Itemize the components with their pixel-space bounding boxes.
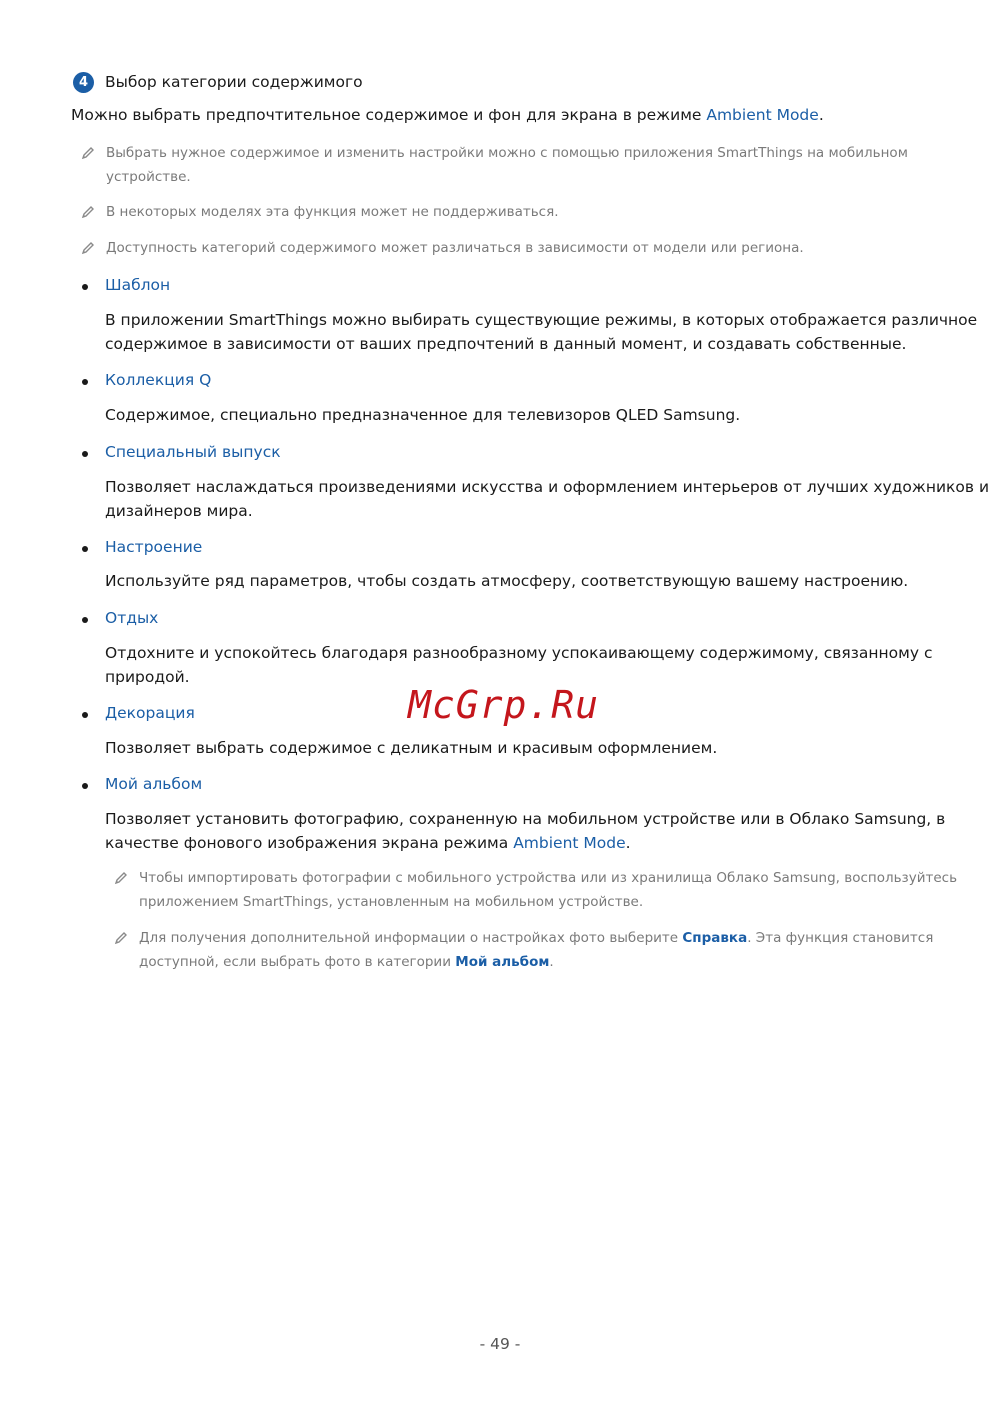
- intro-paragraph: [71, 106, 824, 124]
- desc-line: содержимое в зависимости от ваших предпочтений в данный момент, и создавать собственные.: [105, 334, 907, 353]
- note-1-line2: устройстве.: [106, 168, 191, 185]
- desc-line: Позволяет установить фотографию, сохраненную на мобильном устройстве или в Облако Samsung, в: [105, 810, 946, 828]
- bullet-dot: [82, 783, 88, 789]
- desc-line: Отдохните и успокойтесь благодаря разнообразному успокаивающему содержимому, связанному с: [105, 644, 933, 662]
- item-title-special: Специальный выпуск: [105, 443, 281, 461]
- item-title-shablon: Шаблон: [105, 276, 171, 294]
- item-title-kollektsiya: Коллекция Q: [105, 371, 212, 389]
- pencil-icon: [113, 870, 129, 886]
- desc-line: дизайнеров мира.: [105, 501, 253, 520]
- item-title-album: Мой альбом: [105, 775, 203, 793]
- ambient-mode-link[interactable]: Ambient Mode: [706, 106, 819, 124]
- note-text: Для получения дополнительной информации о настройках фото выберите: [139, 930, 683, 946]
- note-text: . Эта функция становится: [747, 930, 934, 946]
- pencil-icon: [113, 930, 129, 946]
- my-album-link[interactable]: Мой альбом: [455, 953, 550, 970]
- ambient-mode-link[interactable]: Ambient Mode: [513, 833, 626, 852]
- desc-line: [105, 832, 945, 856]
- note-3: Доступность категорий содержимого может различаться в зависимости от модели или региона.: [106, 240, 804, 256]
- section-title: Выбор категории содержимого: [105, 73, 363, 91]
- intro-end: .: [818, 106, 824, 124]
- watermark: McGrp.Ru: [408, 683, 600, 727]
- bullet-dot: [82, 379, 88, 385]
- item-desc-album: [105, 808, 945, 855]
- bullet-dot: [82, 617, 88, 623]
- sub-note-1: [139, 867, 957, 914]
- item-title-mood: Настроение: [105, 538, 203, 556]
- item-desc-special: [105, 476, 989, 523]
- help-link[interactable]: Справка: [682, 930, 748, 946]
- bullet-dot: [82, 284, 88, 290]
- pencil-icon: [80, 240, 96, 256]
- item-desc-decoration: Позволяет выбрать содержимое с деликатным и красивым оформлением.: [105, 739, 718, 757]
- pencil-icon: [80, 145, 96, 161]
- note-2: В некоторых моделях эта функция может не поддерживаться.: [106, 204, 559, 220]
- item-desc-relax: [105, 642, 932, 689]
- page-number: - 49 -: [479, 1335, 521, 1353]
- desc-end: .: [625, 833, 631, 852]
- bullet-dot: [82, 546, 88, 552]
- item-desc-shablon: [105, 309, 977, 356]
- bullet-dot: [82, 712, 88, 718]
- item-title-decoration: Декорация: [105, 704, 195, 722]
- note-text: доступной, если выбрать фото в категории: [139, 953, 456, 970]
- desc-text: качестве фонового изображения экрана режима: [105, 833, 514, 852]
- desc-line: природой.: [105, 667, 190, 686]
- desc-line: В приложении SmartThings можно выбирать существующие режимы, в которых отображается различное: [105, 311, 978, 329]
- item-title-relax: Отдых: [105, 609, 159, 627]
- item-desc-kollektsiya: Содержимое, специально предназначенное для телевизоров QLED Samsung.: [105, 406, 741, 424]
- sub-note-1-line1: Чтобы импортировать фотографии с мобильного устройства или из хранилища Облако Samsung, воспользуйтесь: [139, 870, 958, 886]
- note-1-line1: Выбрать нужное содержимое и изменить настройки можно с помощью приложения SmartThings на мобильном: [106, 145, 908, 161]
- note-1: [106, 142, 908, 189]
- sub-note-2-line2: [139, 951, 933, 975]
- sub-note-2: [139, 927, 933, 974]
- bullet-dot: [82, 451, 88, 457]
- sub-note-1-line2: приложением SmartThings, установленным на мобильном устройстве.: [139, 893, 644, 910]
- sub-note-2-line1: [139, 927, 933, 951]
- item-desc-mood: Используйте ряд параметров, чтобы создать атмосферу, соответствующую вашему настроению.: [105, 572, 909, 590]
- note-text: .: [549, 953, 554, 970]
- desc-line: Позволяет наслаждаться произведениями искусства и оформлением интерьеров от лучших художников и: [105, 478, 990, 496]
- pencil-icon: [80, 204, 96, 220]
- intro-text: Можно выбрать предпочтительное содержимое и фон для экрана в режиме: [71, 106, 707, 124]
- step-number-badge: 4: [73, 72, 94, 93]
